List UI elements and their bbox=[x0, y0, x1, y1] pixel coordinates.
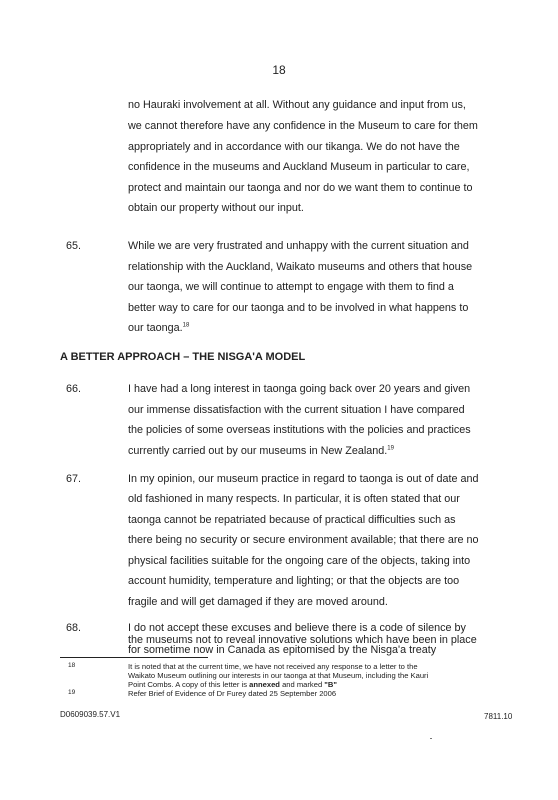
footnote-separator bbox=[60, 657, 208, 658]
section-heading: A BETTER APPROACH – THE NISGA'A MODEL bbox=[60, 351, 306, 363]
paragraph-number: 67. bbox=[66, 473, 82, 485]
footnote-line: Refer Brief of Evidence of Dr Furey dated 25 September 2006 bbox=[128, 689, 337, 698]
paragraph-line: confidence in the museums and Auckland Museum in particular to care, bbox=[128, 161, 470, 173]
paragraph-line: appropriately and in accordance with our tikanga. We do not have the bbox=[128, 141, 460, 153]
paragraph-line: we cannot therefore have any confidence in the Museum to care for them bbox=[128, 120, 478, 132]
paragraph-line: taonga cannot be repatriated because of practical difficulties such as bbox=[128, 514, 456, 526]
paragraph-line: I have had a long interest in taonga going back over 20 years and given bbox=[128, 383, 471, 395]
paragraph-line: the policies of some overseas institutions with the policies and practices bbox=[128, 424, 471, 436]
footnote-line: Point Combs. A copy of this letter is annexed and marked "B" bbox=[128, 680, 337, 689]
footnote-number: 18 bbox=[68, 662, 76, 669]
document-code: 7811.10 bbox=[484, 712, 513, 721]
paragraph-line: While we are very frustrated and unhappy with the current situation and bbox=[128, 240, 469, 252]
page-number: 18 bbox=[272, 63, 286, 77]
paragraph-line: fragile and will get damaged if they are moved around. bbox=[128, 596, 388, 608]
footnote-ref: 18 bbox=[182, 322, 190, 329]
paragraph-line: physical facilities suitable for the ongoing care of the objects, taking into bbox=[128, 555, 471, 567]
paragraph-line: I do not accept these excuses and believe there is a code of silence by bbox=[128, 622, 466, 634]
footnote-number: 19 bbox=[68, 689, 76, 696]
document-reference: D0609039.57.V1 bbox=[60, 710, 121, 719]
paragraph-line: the museums not to reveal innovative solutions which have been in place bbox=[128, 634, 477, 646]
paragraph-line: obtain our property without our input. bbox=[128, 202, 304, 214]
paragraph-line: account humidity, temperature and lighting; or that the objects are too bbox=[128, 575, 460, 587]
paragraph-line: there being no security or secure environment available; that there are no bbox=[128, 534, 479, 546]
paragraph-line: for sometime now in Canada as epitomised by the Nisga'a treaty bbox=[128, 644, 437, 656]
paragraph-line: our immense dissatisfaction with the current situation I have compared bbox=[128, 404, 465, 416]
paragraph-line: our taonga.$^{18}$ bbox=[128, 322, 190, 334]
footnote-line: Waikato Museum outlining our interests in our taonga at that Museum, including the Kauri bbox=[128, 671, 429, 680]
paragraph-line: old fashioned in many respects. In particular, it is often stated that our bbox=[128, 493, 460, 505]
paragraph-line: no Hauraki involvement at all. Without any guidance and input from us, bbox=[128, 99, 466, 111]
paragraph-line: our taonga, we will continue to attempt to engage with them to find a bbox=[128, 281, 454, 293]
paragraph-line: relationship with the Auckland, Waikato museums and others that house bbox=[128, 261, 473, 273]
paragraph-line: In my opinion, our museum practice in regard to taonga is out of date and bbox=[128, 473, 479, 485]
paragraph-number: 66. bbox=[66, 383, 82, 395]
paragraph-number: 68. bbox=[66, 622, 82, 634]
scan-speck bbox=[430, 738, 432, 739]
footnote-line: It is noted that at the current time, we have not received any response to a letter to the bbox=[128, 662, 418, 671]
paragraph-line: better way to care for our taonga and to be involved in what happens to bbox=[128, 302, 469, 314]
paragraph-number: 65. bbox=[66, 240, 82, 252]
paragraph-line: currently carried out by our museums in New Zealand.$^{19}$ bbox=[128, 445, 394, 457]
paragraph-line: protect and maintain our taonga and nor do we want them to continue to bbox=[128, 182, 473, 194]
footnote-ref: 19 bbox=[387, 445, 394, 452]
